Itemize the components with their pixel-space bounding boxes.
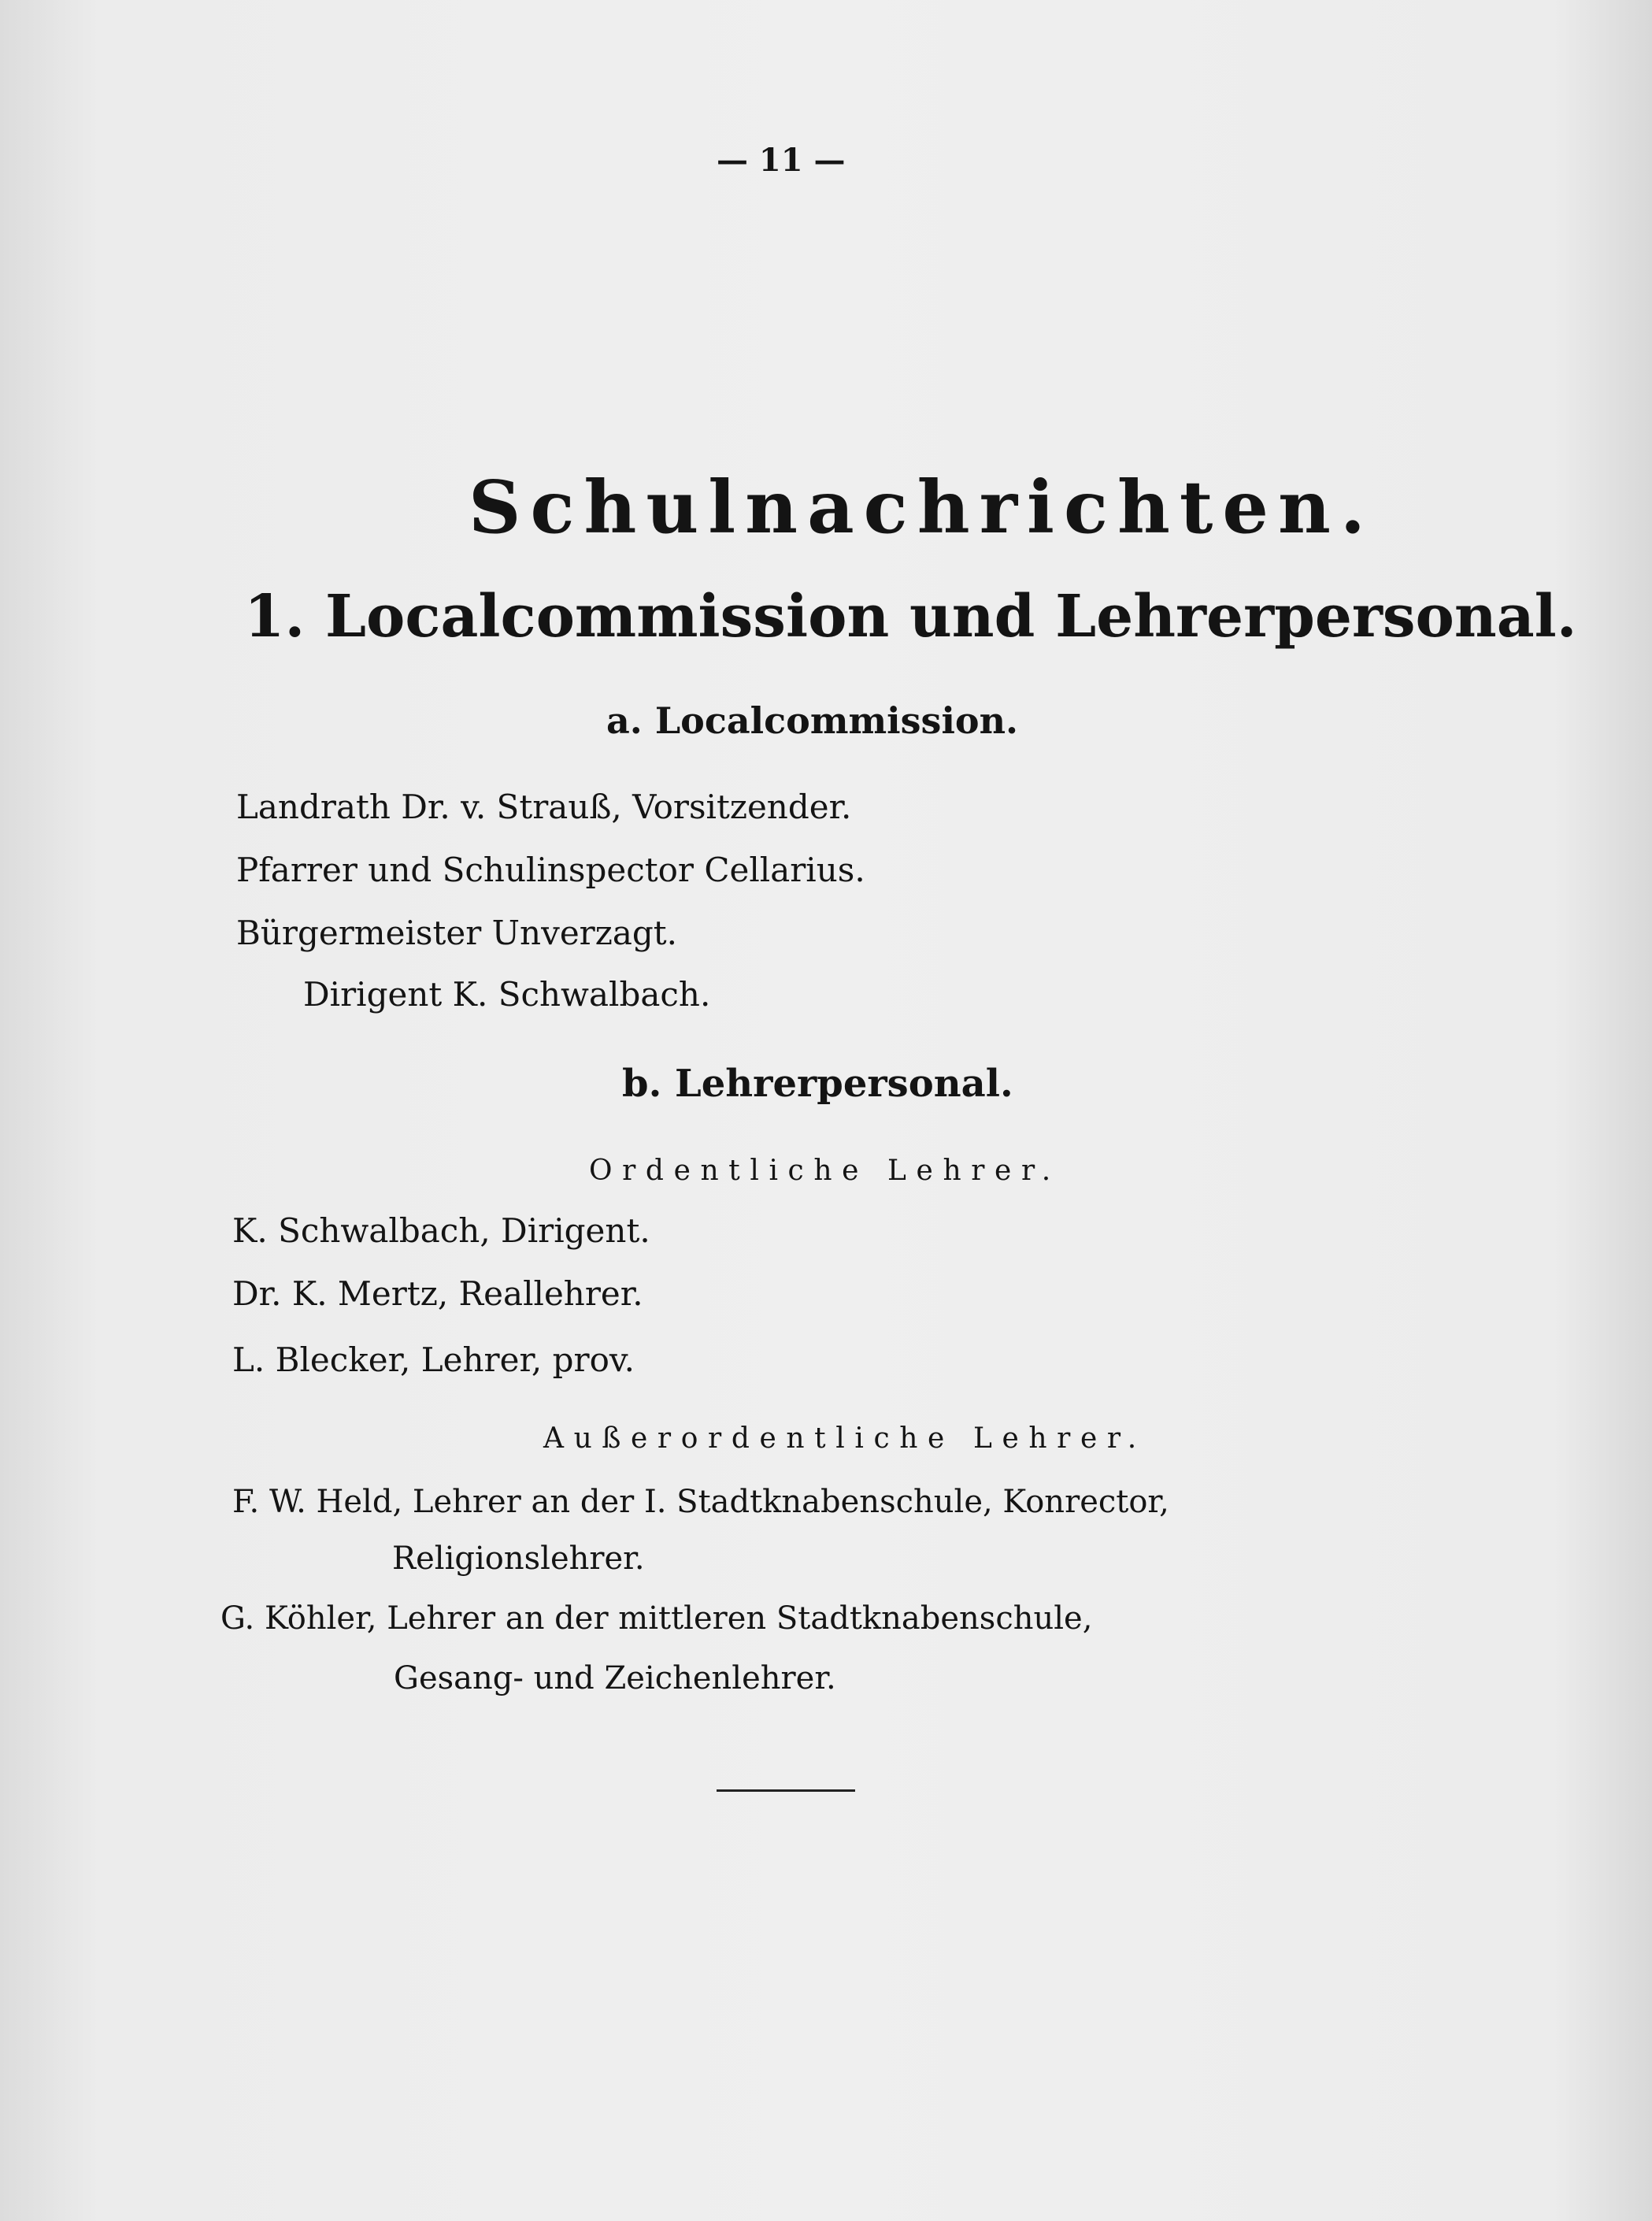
page-number: — 11 — bbox=[717, 142, 846, 179]
regular-teacher-entry: Dr. K. Mertz, Reallehrer. bbox=[232, 1274, 643, 1313]
extra-teacher-entry: F. W. Held, Lehrer an der I. Stadtknabenschule, Konrector, bbox=[232, 1484, 1169, 1520]
commission-entry: Pfarrer und Schulinspector Cellarius. bbox=[236, 851, 865, 889]
subsection-a-heading: a. Localcommission. bbox=[606, 699, 1019, 742]
extra-teacher-entry: G. Köhler, Lehrer an der mittleren Stadtknabenschule, bbox=[220, 1600, 1093, 1637]
extra-teacher-entry: Religionslehrer. bbox=[392, 1541, 645, 1577]
subsection-b-heading: b. Lehrerpersonal. bbox=[622, 1062, 1013, 1106]
commission-entry: Landrath Dr. v. Strauß, Vorsitzender. bbox=[236, 788, 852, 826]
regular-teacher-entry: K. Schwalbach, Dirigent. bbox=[232, 1211, 650, 1250]
extra-teachers-heading: Außerordentliche Lehrer. bbox=[543, 1422, 1146, 1455]
section-heading: 1. Localcommission und Lehrerpersonal. bbox=[244, 583, 1577, 651]
commission-entry: Dirigent K. Schwalbach. bbox=[303, 975, 711, 1014]
main-title: Schulnachrichten. bbox=[469, 465, 1375, 550]
regular-teachers-heading: Ordentliche Lehrer. bbox=[589, 1155, 1061, 1187]
commission-entry: Bürgermeister Unverzagt. bbox=[236, 914, 678, 952]
closing-rule bbox=[717, 1789, 855, 1792]
regular-teacher-entry: L. Blecker, Lehrer, prov. bbox=[232, 1340, 635, 1379]
extra-teacher-entry: Gesang- und Zeichenlehrer. bbox=[394, 1660, 836, 1696]
